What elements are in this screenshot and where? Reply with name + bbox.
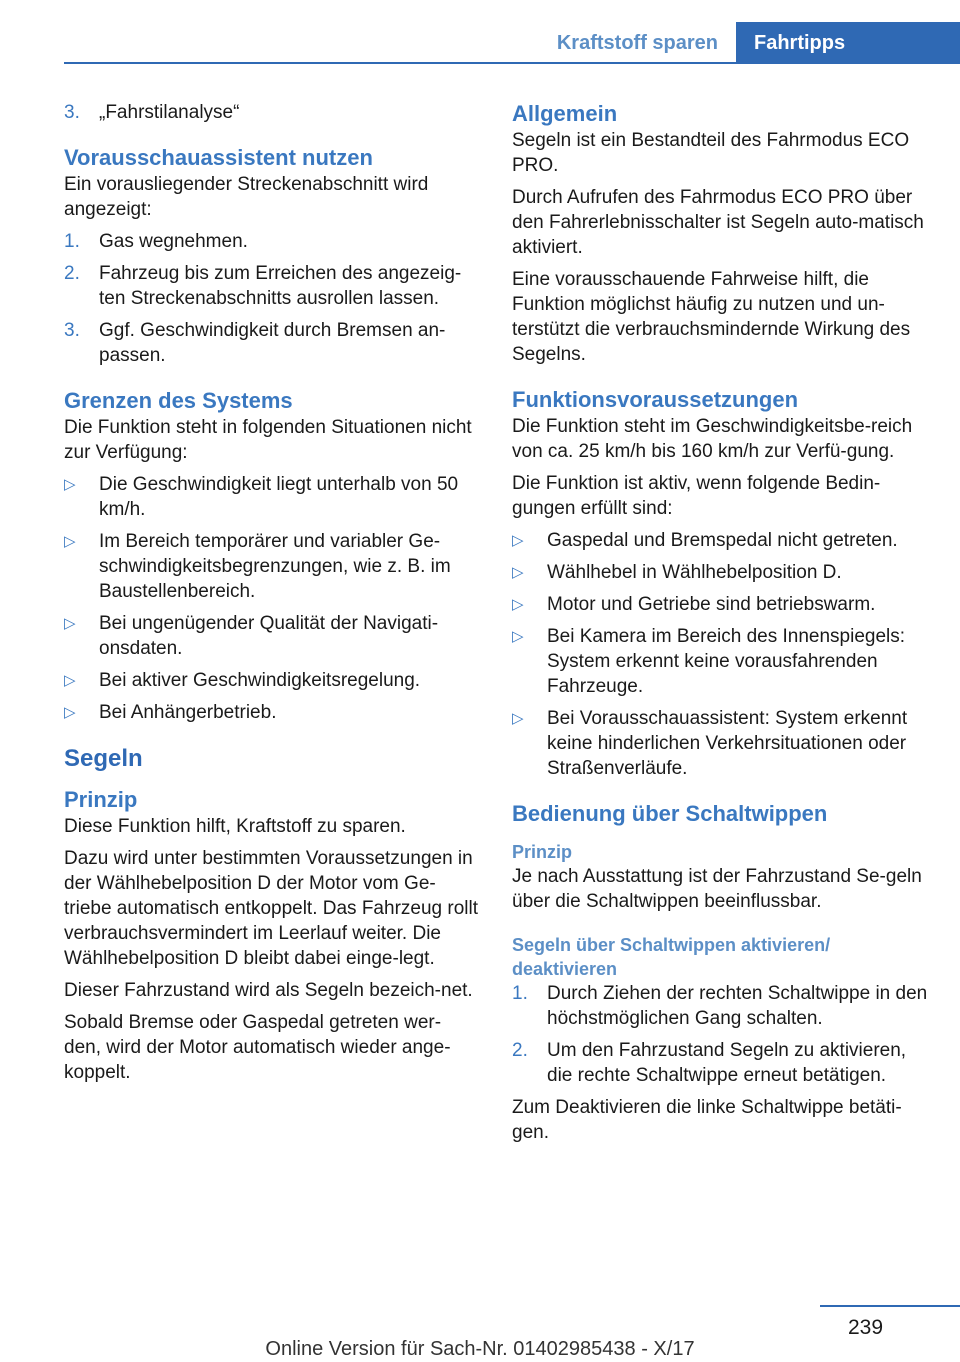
paragraph: Diese Funktion hilft, Kraftstoff zu sparen. — [64, 816, 406, 837]
triangle-bullet-icon: ▷ — [512, 564, 524, 581]
heading-schaltwippen-aktivieren: Segeln über Schaltwippen aktivieren/ deaktivieren — [512, 935, 831, 979]
paragraph: Sobald Bremse oder Gaspedal getreten wer-den, wird der Motor automatisch wieder ange-koppelt. — [64, 1012, 451, 1083]
right-column — [512, 100, 932, 1152]
online-version-note: Online Version für Sach-Nr. 01402985438 - X/17 — [265, 1338, 695, 1360]
heading-allgemein: Allgemein — [512, 101, 618, 126]
triangle-bullet-icon: ▷ — [512, 628, 524, 645]
bullet-text: Bei Anhängerbetrieb. — [99, 702, 277, 723]
triangle-bullet-icon: ▷ — [64, 533, 76, 550]
paragraph: Zum Deaktivieren die linke Schaltwippe betäti-gen. — [512, 1097, 902, 1143]
bullet-item — [64, 668, 478, 693]
bullet-text: Bei ungenügender Qualität der Navigati-onsdaten. — [99, 613, 439, 659]
bullet-item — [512, 624, 932, 699]
paragraph: Durch Aufrufen des Fahrmodus ECO PRO über den Fahrerlebnisschalter ist Segeln auto-matisch aktiviert. — [512, 187, 924, 258]
tab-kraftstoff-sparen[interactable]: Kraftstoff sparen — [538, 22, 736, 62]
list-text: Durch Ziehen der rechten Schaltwippe in den höchstmöglichen Gang schalten. — [547, 983, 928, 1029]
bullet-text: Bei Vorausschauassistent: System erkennt keine hinderlichen Verkehrsituationen oder Straßenverläufe. — [547, 708, 908, 779]
triangle-bullet-icon: ▷ — [512, 532, 524, 549]
paragraph: Die Funktion ist aktiv, wenn folgende Bedin-gungen erfüllt sind: — [512, 473, 881, 519]
triangle-bullet-icon: ▷ — [64, 672, 76, 689]
left-column — [64, 100, 478, 1092]
footer-divider — [820, 1305, 960, 1307]
bullet-item — [64, 700, 478, 725]
list-number: 3. — [64, 320, 80, 341]
list-text: Fahrzeug bis zum Erreichen des angezeig-ten Streckenabschnitts ausrollen lassen. — [99, 263, 462, 309]
bullet-text: Gaspedal und Bremspedal nicht getreten. — [547, 530, 898, 551]
bullet-text: Wählhebel in Wählhebelposition D. — [547, 562, 842, 583]
paragraph: Dieser Fahrzustand wird als Segeln bezeich-net. — [64, 980, 473, 1001]
heading-grenzen: Grenzen des Systems — [64, 388, 293, 413]
list-number: 1. — [64, 231, 80, 252]
bullet-text: Die Geschwindigkeit liegt unterhalb von 50 km/h. — [99, 474, 459, 520]
heading-bedienung: Bedienung über Schaltwippen — [512, 801, 828, 826]
heading-prinzip: Prinzip — [64, 787, 138, 812]
list-item — [64, 261, 478, 311]
list-item — [64, 318, 478, 368]
bullet-item — [64, 472, 478, 522]
list-text: „Fahrstilanalyse“ — [99, 102, 240, 123]
list-item — [512, 1038, 932, 1088]
heading-vorausschauassistent: Vorausschauassistent nutzen — [64, 145, 373, 170]
list-number: 3. — [64, 102, 80, 123]
heading-funktionsvoraussetzungen: Funktionsvoraussetzungen — [512, 387, 799, 412]
bullet-item — [512, 706, 932, 781]
header-divider — [64, 62, 960, 64]
list-number: 2. — [512, 1040, 528, 1061]
paragraph: Ein vorausliegender Streckenabschnitt wird angezeigt: — [64, 174, 429, 220]
triangle-bullet-icon: ▷ — [512, 710, 524, 727]
triangle-bullet-icon: ▷ — [64, 476, 76, 493]
paragraph: Je nach Ausstattung ist der Fahrzustand Se-geln über die Schaltwippen beeinflussbar. — [512, 866, 922, 912]
triangle-bullet-icon: ▷ — [512, 596, 524, 613]
list-text: Gas wegnehmen. — [99, 231, 248, 252]
bullet-item — [64, 611, 478, 661]
bullet-text: Bei aktiver Geschwindigkeitsregelung. — [99, 670, 421, 691]
page-header — [0, 0, 960, 62]
bullet-item — [512, 528, 932, 553]
list-number: 2. — [64, 263, 80, 284]
list-text: Um den Fahrzustand Segeln zu aktivieren, die rechte Schaltwippe erneut betätigen. — [547, 1040, 907, 1086]
bullet-text: Im Bereich temporärer und variabler Ge-schwindigkeitsbegrenzungen, wie z. B. im Baustellenbereich. — [99, 531, 451, 602]
page-number: 239 — [848, 1316, 884, 1339]
triangle-bullet-icon: ▷ — [64, 704, 76, 721]
tab-fahrtipps[interactable]: Fahrtipps — [736, 22, 960, 62]
paragraph: Dazu wird unter bestimmten Voraussetzungen in der Wählhebelposition D der Motor vom Ge-triebe automatisch entkoppelt. Das Fahrzeug rollt verbrauchsvermindert im Leerlauf weiter. Die Wählhebelposition D bleibt dabei einge-legt. — [64, 848, 478, 969]
bullet-item — [64, 529, 478, 604]
paragraph: Segeln ist ein Bestandteil des Fahrmodus ECO PRO. — [512, 130, 910, 176]
bullet-item — [512, 560, 932, 585]
triangle-bullet-icon: ▷ — [64, 615, 76, 632]
list-number: 1. — [512, 983, 528, 1004]
bullet-text: Bei Kamera im Bereich des Innenspiegels: System erkennt keine vorausfahrenden Fahrzeuge. — [547, 626, 906, 697]
heading-segeln: Segeln — [64, 745, 143, 772]
paragraph: Eine vorausschauende Fahrweise hilft, die Funktion möglichst häufig zu nutzen und un-terstützt die verbrauchsmindernde Wirkung des Segelns. — [512, 269, 911, 365]
list-item — [64, 229, 478, 254]
list-item — [64, 100, 478, 125]
list-item — [512, 981, 932, 1031]
list-text: Ggf. Geschwindigkeit durch Bremsen an-passen. — [99, 320, 446, 366]
bullet-text: Motor und Getriebe sind betriebswarm. — [547, 594, 876, 615]
heading-prinzip: Prinzip — [512, 842, 573, 862]
bullet-item — [512, 592, 932, 617]
paragraph: Die Funktion steht im Geschwindigkeitsbe-reich von ca. 25 km/h bis 160 km/h zur Verfü-gung. — [512, 416, 913, 462]
paragraph: Die Funktion steht in folgenden Situationen nicht zur Verfügung: — [64, 417, 472, 463]
